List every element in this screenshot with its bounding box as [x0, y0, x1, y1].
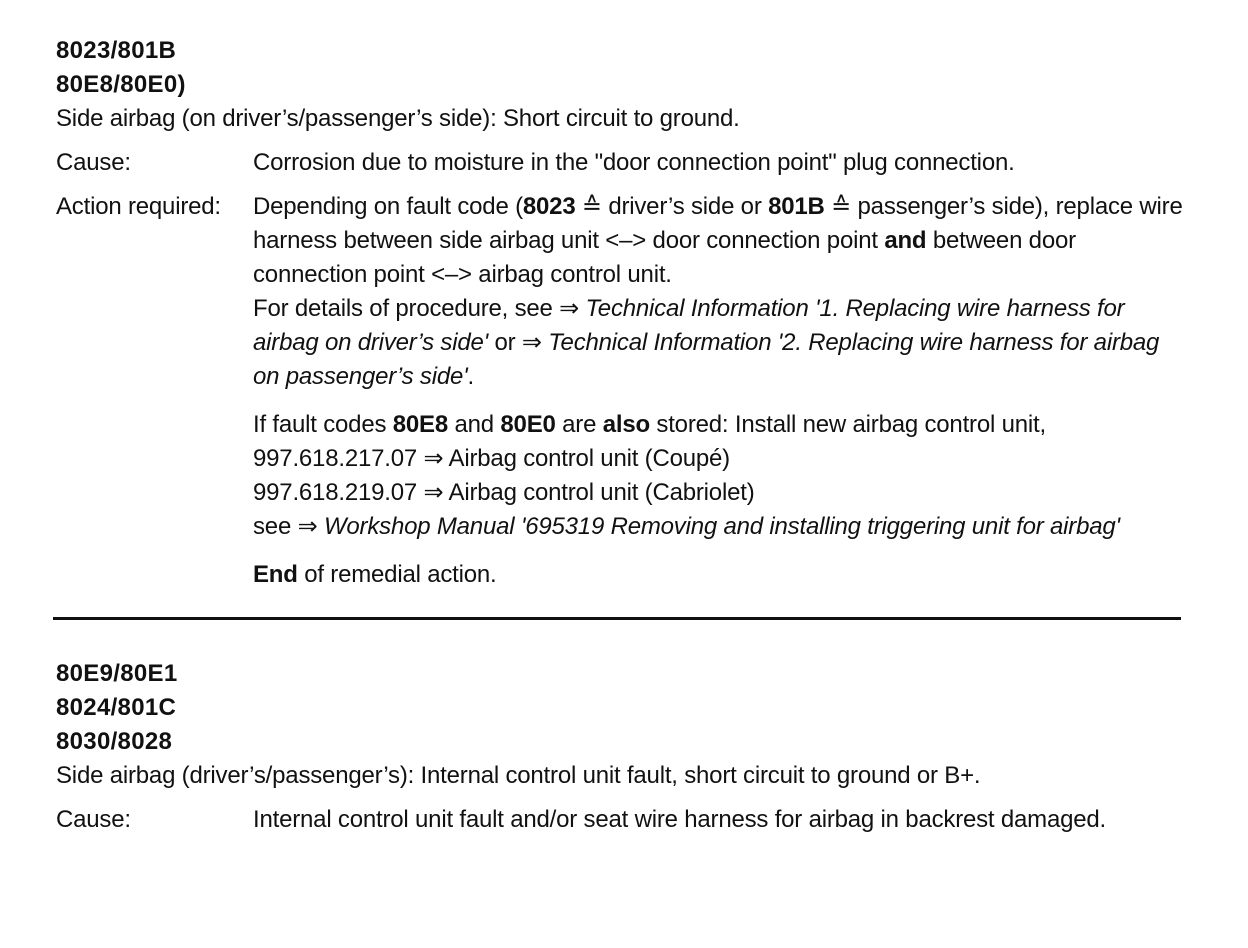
cause-text: Internal control unit fault and/or seat wire harness for airbag in backrest damaged. — [253, 806, 1107, 833]
text-run: For details of procedure, see ⇒ — [253, 295, 586, 322]
cause-label: Cause: — [56, 149, 131, 176]
text-run: If fault codes — [253, 411, 393, 438]
cause-row — [56, 146, 1186, 180]
part-number-line: 997.618.217.07 ⇒ Airbag control unit (Coupé) — [253, 445, 730, 472]
text-run: . — [467, 363, 474, 390]
fault-code-line: 8024/801C — [56, 694, 177, 721]
text-run: between door connection point <–> airbag control unit. — [253, 227, 1076, 288]
fault-code-ref: 8023 — [522, 193, 576, 220]
fault-code-ref: 801B — [768, 193, 825, 220]
section-divider — [53, 617, 1181, 620]
text-run: and — [448, 411, 501, 438]
cause-row — [56, 803, 1186, 837]
cause-label: Cause: — [56, 806, 131, 833]
technical-information-ref: Technical Information '1. Replacing wire harness for airbag on driver’s side' — [253, 295, 1125, 356]
fault-description: Side airbag (on driver’s/passenger’s side): Short circuit to ground. — [56, 105, 740, 132]
text-run: ≙ passenger’s side), replace wire harness between side airbag unit <–> door connection point — [253, 193, 1183, 254]
action-paragraph-control-unit — [253, 408, 1186, 544]
part-number-line: 997.618.219.07 ⇒ Airbag control unit (Cabriolet) — [253, 479, 755, 506]
fault-code-line: 80E8/80E0) — [56, 71, 186, 98]
text-run: ≙ driver’s side or — [575, 193, 769, 220]
fault-section-side-airbag-internal-fault — [56, 657, 1186, 847]
action-row — [56, 190, 1186, 592]
text-run: Depending on fault code ( — [253, 193, 523, 220]
text-run: of remedial action. — [297, 561, 497, 588]
emphasis-word: End — [253, 561, 298, 588]
emphasis-word: and — [884, 227, 927, 254]
fault-code-ref: 80E0 — [500, 411, 556, 438]
workshop-manual-ref: Workshop Manual '695319 Removing and installing triggering unit for airbag' — [323, 513, 1120, 540]
text-run: are — [555, 411, 603, 438]
action-label: Action required: — [56, 193, 221, 220]
text-run: see ⇒ — [253, 513, 324, 540]
text-run: or ⇒ — [488, 329, 549, 356]
fault-code-line: 80E9/80E1 — [56, 660, 178, 687]
fault-code-ref: 80E8 — [392, 411, 449, 438]
fault-section-side-airbag-short-to-ground — [56, 34, 1186, 602]
action-paragraph-replace-harness — [253, 190, 1186, 394]
technical-information-ref: Technical Information '2. Replacing wire harness for airbag on passenger’s side' — [253, 329, 1160, 390]
action-paragraph-end — [253, 558, 1186, 592]
text-run: stored: Install new airbag control unit, — [649, 411, 1046, 438]
fault-description: Side airbag (driver’s/passenger’s): Internal control unit fault, short circuit to ground or B+. — [56, 762, 981, 789]
fault-code-line: 8023/801B — [56, 37, 177, 64]
fault-code-line: 8030/8028 — [56, 728, 173, 755]
cause-text: Corrosion due to moisture in the "door connection point" plug connection. — [253, 149, 1015, 176]
emphasis-word: also — [602, 411, 650, 438]
